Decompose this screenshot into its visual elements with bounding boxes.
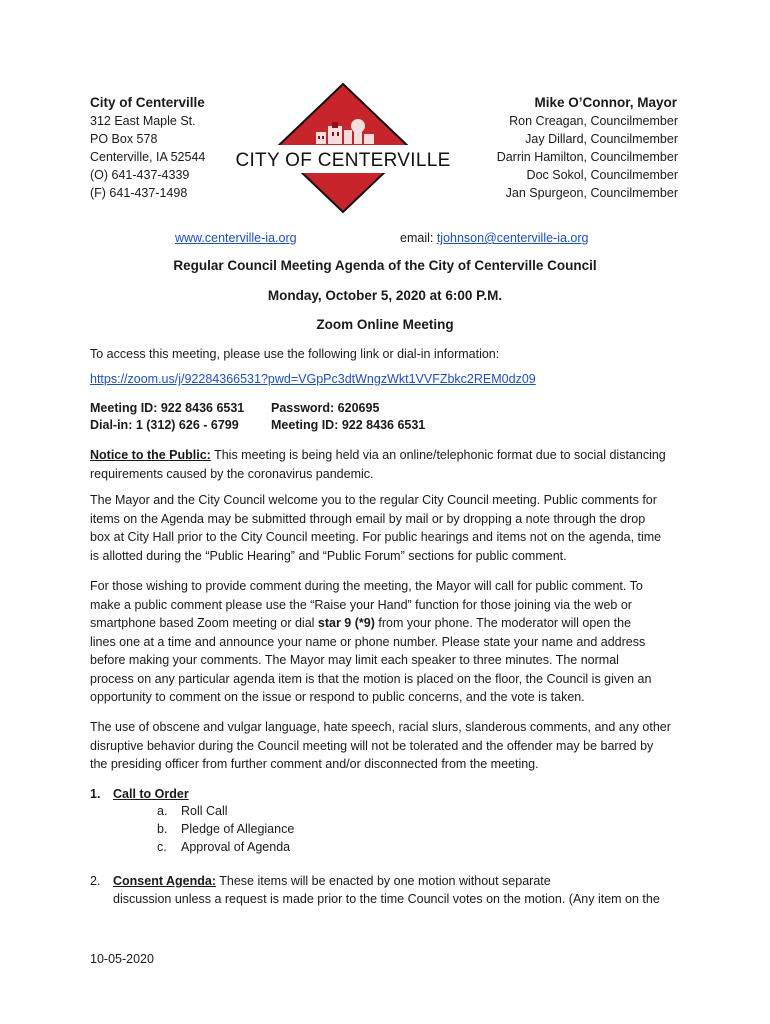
paragraph-line: items on the Agenda may be submitted through email by mail or by dropping a note through the drop xyxy=(90,511,646,526)
consent-label: Consent Agenda: xyxy=(113,874,217,888)
sub-item-approval: Approval of Agenda xyxy=(181,840,291,854)
paragraph-line xyxy=(90,614,682,633)
paragraph-line: The Mayor and the City Council welcome you to the regular City Council meeting. Public comments for xyxy=(90,493,657,507)
notice-label: Notice to the Public: xyxy=(90,448,211,462)
councilmember: Darrin Hamilton, Councilmember xyxy=(496,150,678,164)
office-phone: (O) 641-437-4339 xyxy=(90,168,190,182)
paragraph-line: opportunity to comment on the issue or respond to public concerns, and the vote is taken. xyxy=(90,690,585,704)
star-nine: star 9 (*9) xyxy=(317,616,375,630)
paragraph-line: before making your comments. The Mayor may limit each speaker to three minutes. The normal xyxy=(90,653,619,667)
councilmember: Ron Creagan, Councilmember xyxy=(509,114,678,128)
notice-text: requirements caused by the coronavirus pandemic. xyxy=(90,466,374,481)
email-label: email: xyxy=(400,231,437,245)
paragraph-line: box at City Hall prior to the City Council meeting. For public hearings and items not on the agenda, time xyxy=(90,530,662,544)
meeting-date: Monday, October 5, 2020 at 6:00 P.M. xyxy=(267,288,503,303)
meeting-id-1: Meeting ID: 922 8436 6531 xyxy=(90,401,245,415)
conduct-paragraph xyxy=(90,718,682,774)
meeting-password: Password: 620695 xyxy=(271,401,380,415)
paragraph-line: The use of obscene and vulgar language, hate speech, racial slurs, slanderous comments, and any other xyxy=(90,720,671,734)
city-name: City of Centerville xyxy=(90,95,205,110)
sub-item-letter: c. xyxy=(157,840,167,854)
comment-paragraph xyxy=(90,577,682,707)
logo-text: CITY OF CENTERVILLE xyxy=(235,150,451,171)
zoom-link[interactable]: https://zoom.us/j/92284366531?pwd=VGpPc3dtWngzWkt1VVFZbkc2REM0dz09 xyxy=(90,372,536,386)
email-line xyxy=(400,229,588,247)
agenda-title: Regular Council Meeting Agenda of the City of Centerville Council xyxy=(173,258,597,273)
paragraph-line: process on any particular agenda item is that the motion is placed on the floor, the Council is given an xyxy=(90,671,652,686)
agenda-item-number: 1. xyxy=(90,787,101,801)
paragraph-line: the presiding officer from further comment and/or disconnected from the meeting. xyxy=(90,757,539,771)
councilmember: Doc Sokol, Councilmember xyxy=(526,168,678,182)
agenda-item-consent xyxy=(113,872,683,908)
address-block xyxy=(90,112,205,202)
address-line: Centerville, IA 52544 xyxy=(90,150,206,164)
city-logo xyxy=(235,82,451,214)
footer-date: 10-05-2020 xyxy=(90,952,154,966)
website-link[interactable]: www.centerville-ia.org xyxy=(175,231,297,245)
dial-in-number: Dial-in: 1 (312) 626 - 6799 xyxy=(90,418,239,432)
address-line: 312 East Maple St. xyxy=(90,114,196,128)
paragraph-line: make a public comment please use the “Raise your Hand” function for those joining via the web or xyxy=(90,597,632,612)
meeting-venue: Zoom Online Meeting xyxy=(316,317,454,332)
paragraph-line: disruptive behavior during the Council meeting will not be tolerated and the offender may be barred by xyxy=(90,738,654,753)
line-text: from your phone. The moderator will open the xyxy=(374,616,632,630)
sub-item-letter: a. xyxy=(157,804,168,818)
notice-text: This meeting is being held via an online/telephonic format due to social distancing xyxy=(210,448,666,462)
agenda-item-call-to-order: Call to Order xyxy=(113,787,189,801)
email-link[interactable]: tjohnson@centerville-ia.org xyxy=(436,231,589,245)
council-list xyxy=(430,112,678,202)
consent-text: These items will be enacted by one motion without separate xyxy=(216,874,551,888)
consent-text: discussion unless a request is made prior to the time Council votes on the motion. (Any item on the xyxy=(113,892,660,906)
access-intro: To access this meeting, please use the following link or dial-in information: xyxy=(90,347,500,361)
sub-item-pledge: Pledge of Allegiance xyxy=(181,822,295,836)
mayor-name: Mike O’Connor, Mayor xyxy=(534,95,677,110)
address-line: PO Box 578 xyxy=(90,132,158,146)
paragraph-line: is allotted during the “Public Hearing” and “Public Forum” sections for public comment. xyxy=(90,548,567,563)
meeting-id-2: Meeting ID: 922 8436 6531 xyxy=(271,418,426,432)
paragraph-line: lines one at a time and announce your name or phone number. Please state your name and address xyxy=(90,634,646,649)
welcome-paragraph xyxy=(90,491,682,565)
line-text: smartphone based Zoom meeting or dial xyxy=(90,616,318,630)
councilmember: Jay Dillard, Councilmember xyxy=(525,132,678,146)
sub-item-letter: b. xyxy=(157,822,168,836)
agenda-item-number: 2. xyxy=(90,874,101,888)
paragraph-line: For those wishing to provide comment during the meeting, the Mayor will call for public comment. To xyxy=(90,579,643,593)
sub-item-roll-call: Roll Call xyxy=(181,804,228,818)
fax-number: (F) 641-437-1498 xyxy=(90,186,188,200)
councilmember: Jan Spurgeon, Councilmember xyxy=(505,186,678,200)
public-notice xyxy=(90,446,682,483)
